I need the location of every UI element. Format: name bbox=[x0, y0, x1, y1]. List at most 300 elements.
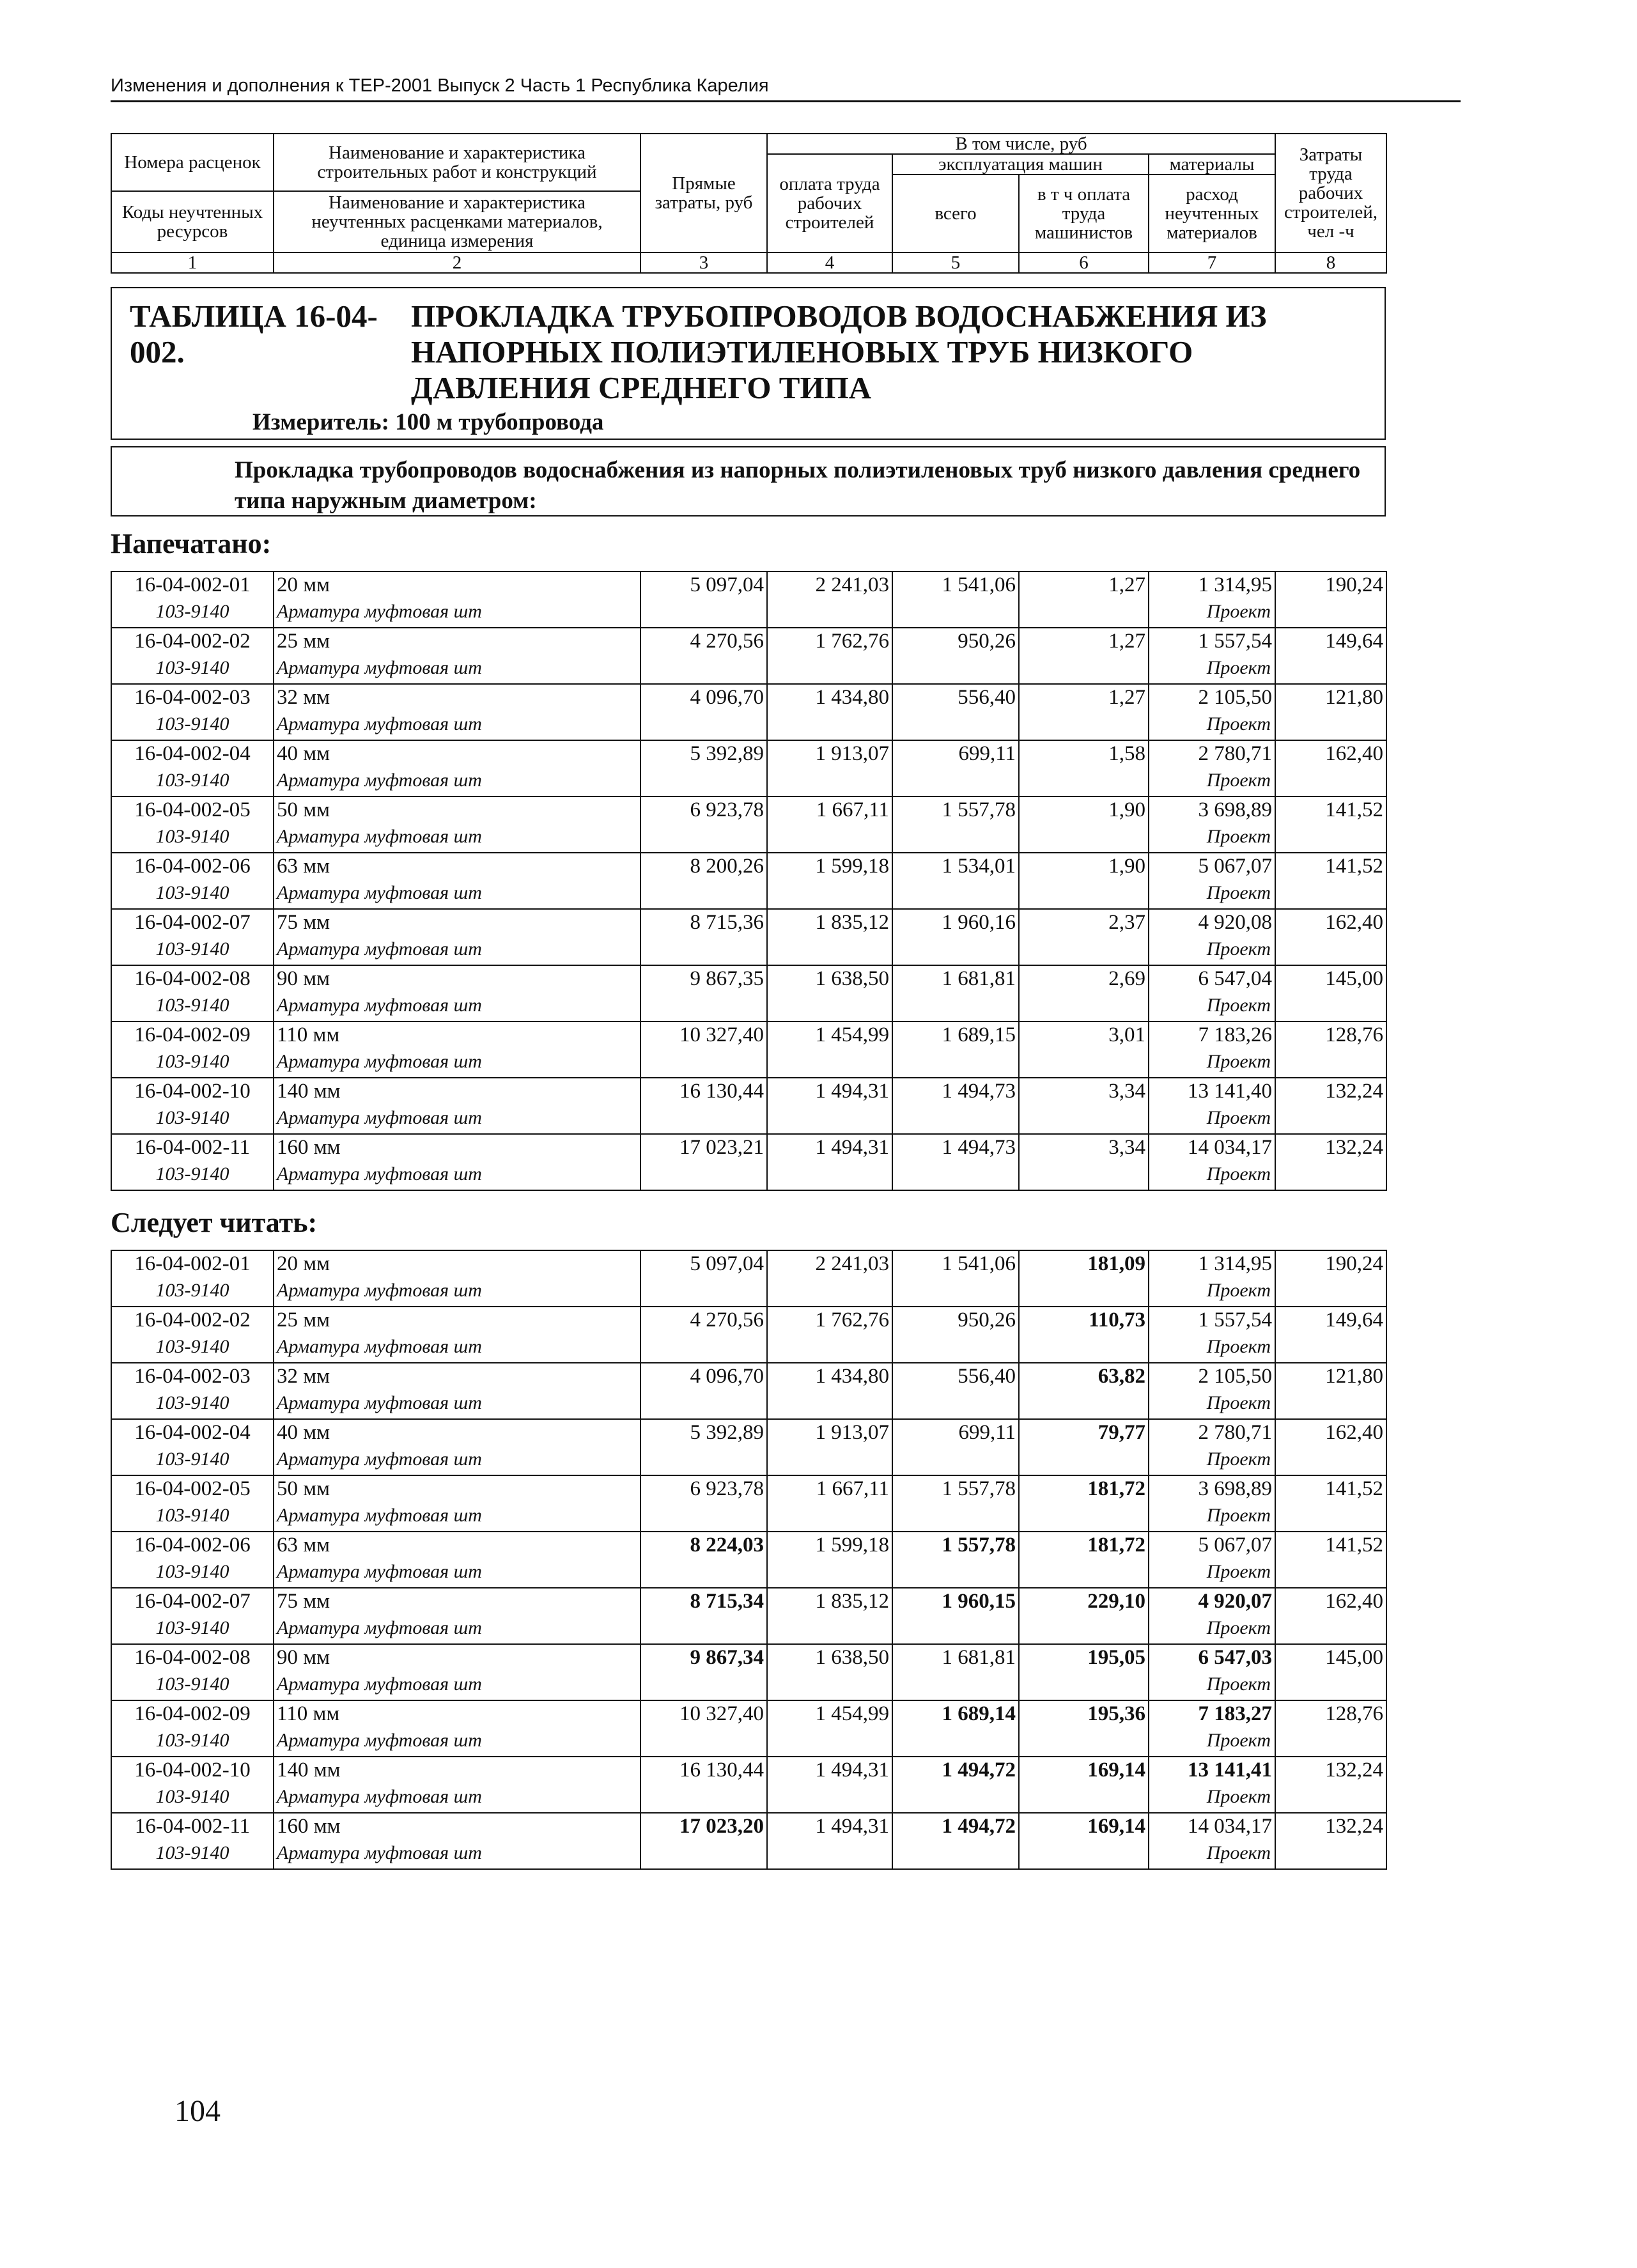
table-row-resource bbox=[111, 600, 1386, 628]
machines-total-cell: 950,26 bbox=[892, 1307, 1019, 1335]
table-row bbox=[111, 1134, 1386, 1163]
header-col2-bottom: Наименование и характеристика неучтенных расценками материалов, единица измерения bbox=[274, 191, 640, 252]
material-source-cell: Проект bbox=[1149, 938, 1275, 965]
table-row-resource bbox=[111, 825, 1386, 853]
empty-cell bbox=[767, 1163, 892, 1190]
diameter-cell: 40 мм bbox=[274, 740, 640, 769]
empty-cell bbox=[767, 1673, 892, 1700]
empty-cell bbox=[767, 769, 892, 796]
empty-cell bbox=[640, 1673, 767, 1700]
labor-hours-cell: 162,40 bbox=[1275, 740, 1386, 769]
machines-total-cell: 1 689,15 bbox=[892, 1021, 1019, 1050]
rate-code-cell: 16-04-002-07 bbox=[111, 909, 274, 938]
read-table bbox=[111, 1250, 1387, 1870]
material-source-cell: Проект bbox=[1149, 600, 1275, 628]
resource-code-cell: 103-9140 bbox=[111, 1842, 274, 1869]
page-number: 104 bbox=[175, 2094, 221, 2128]
empty-cell bbox=[1275, 994, 1386, 1021]
resource-code-cell: 103-9140 bbox=[111, 882, 274, 909]
direct-costs-cell: 8 715,34 bbox=[640, 1588, 767, 1617]
table-row bbox=[111, 1644, 1386, 1673]
worker-pay-cell: 2 241,03 bbox=[767, 571, 892, 600]
machinist-pay-cell: 63,82 bbox=[1019, 1363, 1149, 1392]
direct-costs-cell: 5 097,04 bbox=[640, 571, 767, 600]
worker-pay-cell: 1 835,12 bbox=[767, 909, 892, 938]
empty-cell bbox=[1275, 825, 1386, 853]
table-row bbox=[111, 1757, 1386, 1785]
empty-cell bbox=[640, 1729, 767, 1757]
labor-hours-cell: 190,24 bbox=[1275, 571, 1386, 600]
table-row-resource bbox=[111, 1785, 1386, 1813]
rate-code-cell: 16-04-002-02 bbox=[111, 1307, 274, 1335]
table-row-resource bbox=[111, 1163, 1386, 1190]
machinist-pay-cell: 2,69 bbox=[1019, 965, 1149, 994]
empty-cell bbox=[1019, 600, 1149, 628]
materials-cell: 2 780,71 bbox=[1149, 1419, 1275, 1448]
empty-cell bbox=[892, 1785, 1019, 1813]
machinist-pay-cell: 195,05 bbox=[1019, 1644, 1149, 1673]
direct-costs-cell: 4 270,56 bbox=[640, 628, 767, 656]
machinist-pay-cell: 181,09 bbox=[1019, 1250, 1149, 1279]
table-row-resource bbox=[111, 713, 1386, 740]
empty-cell bbox=[892, 1050, 1019, 1078]
materials-cell: 1 314,95 bbox=[1149, 571, 1275, 600]
material-name-cell: Арматура муфтовая шт bbox=[274, 938, 640, 965]
table-row bbox=[111, 684, 1386, 713]
header-num: 4 bbox=[767, 252, 892, 273]
rate-code-cell: 16-04-002-01 bbox=[111, 1250, 274, 1279]
rate-code-cell: 16-04-002-09 bbox=[111, 1700, 274, 1729]
empty-cell bbox=[640, 656, 767, 684]
direct-costs-cell: 17 023,20 bbox=[640, 1813, 767, 1842]
empty-cell bbox=[767, 1504, 892, 1532]
empty-cell bbox=[640, 1617, 767, 1644]
empty-cell bbox=[1019, 1617, 1149, 1644]
empty-cell bbox=[1019, 656, 1149, 684]
empty-cell bbox=[1019, 825, 1149, 853]
machinist-pay-cell: 3,01 bbox=[1019, 1021, 1149, 1050]
empty-cell bbox=[892, 1504, 1019, 1532]
empty-cell bbox=[1275, 938, 1386, 965]
materials-cell: 1 557,54 bbox=[1149, 1307, 1275, 1335]
materials-cell: 2 105,50 bbox=[1149, 1363, 1275, 1392]
empty-cell bbox=[892, 1392, 1019, 1419]
labor-hours-cell: 121,80 bbox=[1275, 1363, 1386, 1392]
rate-code-cell: 16-04-002-05 bbox=[111, 796, 274, 825]
resource-code-cell: 103-9140 bbox=[111, 1279, 274, 1307]
diameter-cell: 20 мм bbox=[274, 571, 640, 600]
diameter-cell: 32 мм bbox=[274, 1363, 640, 1392]
rate-code-cell: 16-04-002-04 bbox=[111, 740, 274, 769]
table-title-text: ПРОКЛАДКА ТРУБОПРОВОДОВ ВОДОСНАБЖЕНИЯ ИЗ НАПОРНЫХ ПОЛИЭТИЛЕНОВЫХ ТРУБ НИЗКОГО ДАВЛЕНИЯ СРЕДНЕГО ТИПА bbox=[411, 299, 1267, 405]
empty-cell bbox=[892, 1335, 1019, 1363]
labor-hours-cell: 162,40 bbox=[1275, 1588, 1386, 1617]
read-label: Следует читать: bbox=[111, 1207, 318, 1238]
empty-cell bbox=[1019, 1673, 1149, 1700]
resource-code-cell: 103-9140 bbox=[111, 1163, 274, 1190]
direct-costs-cell: 9 867,35 bbox=[640, 965, 767, 994]
direct-costs-cell: 5 097,04 bbox=[640, 1250, 767, 1279]
empty-cell bbox=[640, 1504, 767, 1532]
table-title-box bbox=[111, 287, 1386, 440]
materials-cell: 5 067,07 bbox=[1149, 853, 1275, 882]
direct-costs-cell: 4 096,70 bbox=[640, 1363, 767, 1392]
empty-cell bbox=[640, 1335, 767, 1363]
labor-hours-cell: 141,52 bbox=[1275, 853, 1386, 882]
table-row-resource bbox=[111, 1050, 1386, 1078]
material-name-cell: Арматура муфтовая шт bbox=[274, 713, 640, 740]
empty-cell bbox=[767, 1617, 892, 1644]
machinist-pay-cell: 110,73 bbox=[1019, 1307, 1149, 1335]
material-source-cell: Проект bbox=[1149, 1842, 1275, 1869]
empty-cell bbox=[767, 1107, 892, 1134]
empty-cell bbox=[640, 1392, 767, 1419]
resource-code-cell: 103-9140 bbox=[111, 1448, 274, 1475]
header-machines-total: всего bbox=[892, 175, 1019, 252]
empty-cell bbox=[892, 1842, 1019, 1869]
machinist-pay-cell: 1,27 bbox=[1019, 684, 1149, 713]
rate-code-cell: 16-04-002-02 bbox=[111, 628, 274, 656]
empty-cell bbox=[1019, 938, 1149, 965]
table-row-resource bbox=[111, 882, 1386, 909]
resource-code-cell: 103-9140 bbox=[111, 1785, 274, 1813]
header-num: 3 bbox=[640, 252, 767, 273]
labor-hours-cell: 145,00 bbox=[1275, 1644, 1386, 1673]
labor-hours-cell: 149,64 bbox=[1275, 628, 1386, 656]
resource-code-cell: 103-9140 bbox=[111, 1504, 274, 1532]
header-num: 6 bbox=[1019, 252, 1149, 273]
empty-cell bbox=[767, 656, 892, 684]
diameter-cell: 140 мм bbox=[274, 1078, 640, 1107]
table-row-resource bbox=[111, 1842, 1386, 1869]
worker-pay-cell: 1 762,76 bbox=[767, 1307, 892, 1335]
header-col1-top: Номера расценок bbox=[111, 134, 274, 191]
empty-cell bbox=[892, 882, 1019, 909]
diameter-cell: 63 мм bbox=[274, 1532, 640, 1560]
empty-cell bbox=[767, 1729, 892, 1757]
material-source-cell: Проект bbox=[1149, 769, 1275, 796]
empty-cell bbox=[892, 600, 1019, 628]
direct-costs-cell: 16 130,44 bbox=[640, 1078, 767, 1107]
machinist-pay-cell: 1,27 bbox=[1019, 571, 1149, 600]
machines-total-cell: 1 557,78 bbox=[892, 1532, 1019, 1560]
machinist-pay-cell: 169,14 bbox=[1019, 1813, 1149, 1842]
labor-hours-cell: 132,24 bbox=[1275, 1134, 1386, 1163]
diameter-cell: 25 мм bbox=[274, 1307, 640, 1335]
table-row-resource bbox=[111, 938, 1386, 965]
running-head: Изменения и дополнения к ТЕР-2001 Выпуск 2 Часть 1 Республика Карелия bbox=[111, 75, 1461, 102]
machines-total-cell: 1 494,72 bbox=[892, 1813, 1019, 1842]
empty-cell bbox=[1275, 1163, 1386, 1190]
materials-cell: 13 141,41 bbox=[1149, 1757, 1275, 1785]
machinist-pay-cell: 181,72 bbox=[1019, 1475, 1149, 1504]
machines-total-cell: 1 494,72 bbox=[892, 1757, 1019, 1785]
machines-total-cell: 1 689,14 bbox=[892, 1700, 1019, 1729]
labor-hours-cell: 149,64 bbox=[1275, 1307, 1386, 1335]
diameter-cell: 20 мм bbox=[274, 1250, 640, 1279]
resource-code-cell: 103-9140 bbox=[111, 656, 274, 684]
materials-cell: 4 920,07 bbox=[1149, 1588, 1275, 1617]
direct-costs-cell: 10 327,40 bbox=[640, 1700, 767, 1729]
material-source-cell: Проект bbox=[1149, 1785, 1275, 1813]
resource-code-cell: 103-9140 bbox=[111, 1560, 274, 1588]
empty-cell bbox=[1275, 1617, 1386, 1644]
table-row-resource bbox=[111, 1279, 1386, 1307]
empty-cell bbox=[767, 994, 892, 1021]
materials-cell: 14 034,17 bbox=[1149, 1813, 1275, 1842]
material-name-cell: Арматура муфтовая шт bbox=[274, 1673, 640, 1700]
empty-cell bbox=[640, 1107, 767, 1134]
materials-cell: 6 547,03 bbox=[1149, 1644, 1275, 1673]
empty-cell bbox=[1275, 1050, 1386, 1078]
materials-cell: 1 557,54 bbox=[1149, 628, 1275, 656]
direct-costs-cell: 8 224,03 bbox=[640, 1532, 767, 1560]
empty-cell bbox=[892, 1617, 1019, 1644]
empty-cell bbox=[1275, 600, 1386, 628]
table-row bbox=[111, 965, 1386, 994]
direct-costs-cell: 5 392,89 bbox=[640, 740, 767, 769]
empty-cell bbox=[1275, 713, 1386, 740]
material-name-cell: Арматура муфтовая шт bbox=[274, 600, 640, 628]
empty-cell bbox=[640, 1163, 767, 1190]
empty-cell bbox=[640, 1785, 767, 1813]
machines-total-cell: 1 960,16 bbox=[892, 909, 1019, 938]
rate-code-cell: 16-04-002-06 bbox=[111, 1532, 274, 1560]
material-name-cell: Арматура муфтовая шт bbox=[274, 1448, 640, 1475]
table-row-resource bbox=[111, 769, 1386, 796]
rate-code-cell: 16-04-002-04 bbox=[111, 1419, 274, 1448]
worker-pay-cell: 2 241,03 bbox=[767, 1250, 892, 1279]
material-source-cell: Проект bbox=[1149, 1050, 1275, 1078]
diameter-cell: 140 мм bbox=[274, 1757, 640, 1785]
worker-pay-cell: 1 667,11 bbox=[767, 1475, 892, 1504]
table-row bbox=[111, 1250, 1386, 1279]
direct-costs-cell: 4 096,70 bbox=[640, 684, 767, 713]
resource-code-cell: 103-9140 bbox=[111, 1050, 274, 1078]
empty-cell bbox=[1275, 1560, 1386, 1588]
rate-code-cell: 16-04-002-10 bbox=[111, 1757, 274, 1785]
empty-cell bbox=[1275, 1673, 1386, 1700]
labor-hours-cell: 128,76 bbox=[1275, 1021, 1386, 1050]
empty-cell bbox=[892, 994, 1019, 1021]
machines-total-cell: 1 494,73 bbox=[892, 1134, 1019, 1163]
material-name-cell: Арматура муфтовая шт bbox=[274, 1279, 640, 1307]
worker-pay-cell: 1 638,50 bbox=[767, 1644, 892, 1673]
material-name-cell: Арматура муфтовая шт bbox=[274, 769, 640, 796]
table-row bbox=[111, 796, 1386, 825]
diameter-cell: 75 мм bbox=[274, 909, 640, 938]
empty-cell bbox=[892, 1729, 1019, 1757]
table-row-resource bbox=[111, 1392, 1386, 1419]
rate-code-cell: 16-04-002-08 bbox=[111, 965, 274, 994]
table-row bbox=[111, 1419, 1386, 1448]
material-source-cell: Проект bbox=[1149, 882, 1275, 909]
empty-cell bbox=[1019, 1560, 1149, 1588]
empty-cell bbox=[767, 600, 892, 628]
worker-pay-cell: 1 454,99 bbox=[767, 1700, 892, 1729]
resource-code-cell: 103-9140 bbox=[111, 1729, 274, 1757]
header-group-label: В том числе, руб bbox=[767, 134, 1275, 154]
diameter-cell: 110 мм bbox=[274, 1021, 640, 1050]
worker-pay-cell: 1 599,18 bbox=[767, 853, 892, 882]
header-materials: материалы bbox=[1149, 154, 1275, 175]
material-source-cell: Проект bbox=[1149, 1335, 1275, 1363]
resource-code-cell: 103-9140 bbox=[111, 600, 274, 628]
materials-cell: 3 698,89 bbox=[1149, 796, 1275, 825]
materials-cell: 4 920,08 bbox=[1149, 909, 1275, 938]
diameter-cell: 160 мм bbox=[274, 1134, 640, 1163]
empty-cell bbox=[767, 825, 892, 853]
header-num: 1 bbox=[111, 252, 274, 273]
material-source-cell: Проект bbox=[1149, 1617, 1275, 1644]
empty-cell bbox=[1019, 882, 1149, 909]
material-source-cell: Проект bbox=[1149, 1392, 1275, 1419]
resource-code-cell: 103-9140 bbox=[111, 1335, 274, 1363]
empty-cell bbox=[767, 882, 892, 909]
header-machinist-pay: в т ч оплата труда машинистов bbox=[1019, 175, 1149, 252]
material-source-cell: Проект bbox=[1149, 1279, 1275, 1307]
machinist-pay-cell: 169,14 bbox=[1019, 1757, 1149, 1785]
material-name-cell: Арматура муфтовая шт bbox=[274, 1617, 640, 1644]
table-row bbox=[111, 1532, 1386, 1560]
material-name-cell: Арматура муфтовая шт bbox=[274, 1785, 640, 1813]
empty-cell bbox=[892, 656, 1019, 684]
direct-costs-cell: 9 867,34 bbox=[640, 1644, 767, 1673]
material-source-cell: Проект bbox=[1149, 825, 1275, 853]
labor-hours-cell: 121,80 bbox=[1275, 684, 1386, 713]
empty-cell bbox=[767, 1448, 892, 1475]
direct-costs-cell: 6 923,78 bbox=[640, 1475, 767, 1504]
table-row bbox=[111, 1307, 1386, 1335]
diameter-cell: 75 мм bbox=[274, 1588, 640, 1617]
machines-total-cell: 699,11 bbox=[892, 740, 1019, 769]
empty-cell bbox=[1019, 1448, 1149, 1475]
header-number-row bbox=[111, 252, 1386, 273]
rate-code-cell: 16-04-002-08 bbox=[111, 1644, 274, 1673]
machines-total-cell: 950,26 bbox=[892, 628, 1019, 656]
table-row bbox=[111, 1021, 1386, 1050]
table-row-resource bbox=[111, 1107, 1386, 1134]
direct-costs-cell: 8 715,36 bbox=[640, 909, 767, 938]
empty-cell bbox=[767, 1392, 892, 1419]
labor-hours-cell: 132,24 bbox=[1275, 1078, 1386, 1107]
machines-total-cell: 556,40 bbox=[892, 684, 1019, 713]
machines-total-cell: 556,40 bbox=[892, 1363, 1019, 1392]
machinist-pay-cell: 1,58 bbox=[1019, 740, 1149, 769]
material-name-cell: Арматура муфтовая шт bbox=[274, 1504, 640, 1532]
direct-costs-cell: 8 200,26 bbox=[640, 853, 767, 882]
table-row bbox=[111, 1700, 1386, 1729]
empty-cell bbox=[1019, 1163, 1149, 1190]
empty-cell bbox=[767, 713, 892, 740]
worker-pay-cell: 1 667,11 bbox=[767, 796, 892, 825]
diameter-cell: 90 мм bbox=[274, 1644, 640, 1673]
worker-pay-cell: 1 913,07 bbox=[767, 740, 892, 769]
rate-code-cell: 16-04-002-03 bbox=[111, 1363, 274, 1392]
labor-hours-cell: 162,40 bbox=[1275, 909, 1386, 938]
rate-code-cell: 16-04-002-07 bbox=[111, 1588, 274, 1617]
header-col2-top: Наименование и характеристика строительных работ и конструкций bbox=[274, 134, 640, 191]
material-name-cell: Арматура муфтовая шт bbox=[274, 656, 640, 684]
empty-cell bbox=[1019, 1050, 1149, 1078]
empty-cell bbox=[640, 1560, 767, 1588]
worker-pay-cell: 1 434,80 bbox=[767, 684, 892, 713]
material-name-cell: Арматура муфтовая шт bbox=[274, 825, 640, 853]
table-title-label: ТАБЛИЦА 16-04-002. bbox=[130, 299, 378, 369]
rate-code-cell: 16-04-002-09 bbox=[111, 1021, 274, 1050]
empty-cell bbox=[1275, 1842, 1386, 1869]
empty-cell bbox=[892, 1560, 1019, 1588]
empty-cell bbox=[640, 1842, 767, 1869]
empty-cell bbox=[1275, 1448, 1386, 1475]
material-name-cell: Арматура муфтовая шт bbox=[274, 994, 640, 1021]
machinist-pay-cell: 195,36 bbox=[1019, 1700, 1149, 1729]
labor-hours-cell: 128,76 bbox=[1275, 1700, 1386, 1729]
rate-code-cell: 16-04-002-03 bbox=[111, 684, 274, 713]
resource-code-cell: 103-9140 bbox=[111, 713, 274, 740]
column-header-table bbox=[111, 133, 1387, 274]
header-worker-pay: оплата труда рабочих строителей bbox=[767, 154, 892, 252]
resource-code-cell: 103-9140 bbox=[111, 994, 274, 1021]
resource-code-cell: 103-9140 bbox=[111, 1617, 274, 1644]
direct-costs-cell: 17 023,21 bbox=[640, 1134, 767, 1163]
header-col1-bottom: Коды неучтенных ресурсов bbox=[111, 191, 274, 252]
materials-cell: 3 698,89 bbox=[1149, 1475, 1275, 1504]
resource-code-cell: 103-9140 bbox=[111, 825, 274, 853]
diameter-cell: 50 мм bbox=[274, 796, 640, 825]
empty-cell bbox=[1019, 1785, 1149, 1813]
materials-cell: 7 183,27 bbox=[1149, 1700, 1275, 1729]
empty-cell bbox=[892, 1673, 1019, 1700]
table-row bbox=[111, 740, 1386, 769]
empty-cell bbox=[892, 938, 1019, 965]
direct-costs-cell: 6 923,78 bbox=[640, 796, 767, 825]
table-subtitle: Прокладка трубопроводов водоснабжения из напорных полиэтиленовых труб низкого давления среднего типа наружным диаметром: bbox=[111, 446, 1386, 517]
labor-hours-cell: 145,00 bbox=[1275, 965, 1386, 994]
empty-cell bbox=[892, 769, 1019, 796]
worker-pay-cell: 1 835,12 bbox=[767, 1588, 892, 1617]
machinist-pay-cell: 3,34 bbox=[1019, 1078, 1149, 1107]
empty-cell bbox=[640, 825, 767, 853]
empty-cell bbox=[640, 994, 767, 1021]
empty-cell bbox=[640, 769, 767, 796]
rate-code-cell: 16-04-002-11 bbox=[111, 1813, 274, 1842]
materials-cell: 14 034,17 bbox=[1149, 1134, 1275, 1163]
empty-cell bbox=[1275, 1335, 1386, 1363]
worker-pay-cell: 1 494,31 bbox=[767, 1078, 892, 1107]
header-unaccounted-materials: расход неучтенных материалов bbox=[1149, 175, 1275, 252]
material-source-cell: Проект bbox=[1149, 1107, 1275, 1134]
direct-costs-cell: 5 392,89 bbox=[640, 1419, 767, 1448]
labor-hours-cell: 141,52 bbox=[1275, 1475, 1386, 1504]
material-name-cell: Арматура муфтовая шт bbox=[274, 1729, 640, 1757]
machines-total-cell: 1 681,81 bbox=[892, 1644, 1019, 1673]
empty-cell bbox=[892, 713, 1019, 740]
rate-code-cell: 16-04-002-06 bbox=[111, 853, 274, 882]
printed-table bbox=[111, 571, 1387, 1191]
material-source-cell: Проект bbox=[1149, 1673, 1275, 1700]
empty-cell bbox=[1275, 656, 1386, 684]
table-row bbox=[111, 853, 1386, 882]
direct-costs-cell: 10 327,40 bbox=[640, 1021, 767, 1050]
empty-cell bbox=[1275, 1279, 1386, 1307]
machinist-pay-cell: 1,90 bbox=[1019, 796, 1149, 825]
machines-total-cell: 1 557,78 bbox=[892, 796, 1019, 825]
empty-cell bbox=[1275, 1504, 1386, 1532]
diameter-cell: 90 мм bbox=[274, 965, 640, 994]
diameter-cell: 32 мм bbox=[274, 684, 640, 713]
empty-cell bbox=[892, 825, 1019, 853]
